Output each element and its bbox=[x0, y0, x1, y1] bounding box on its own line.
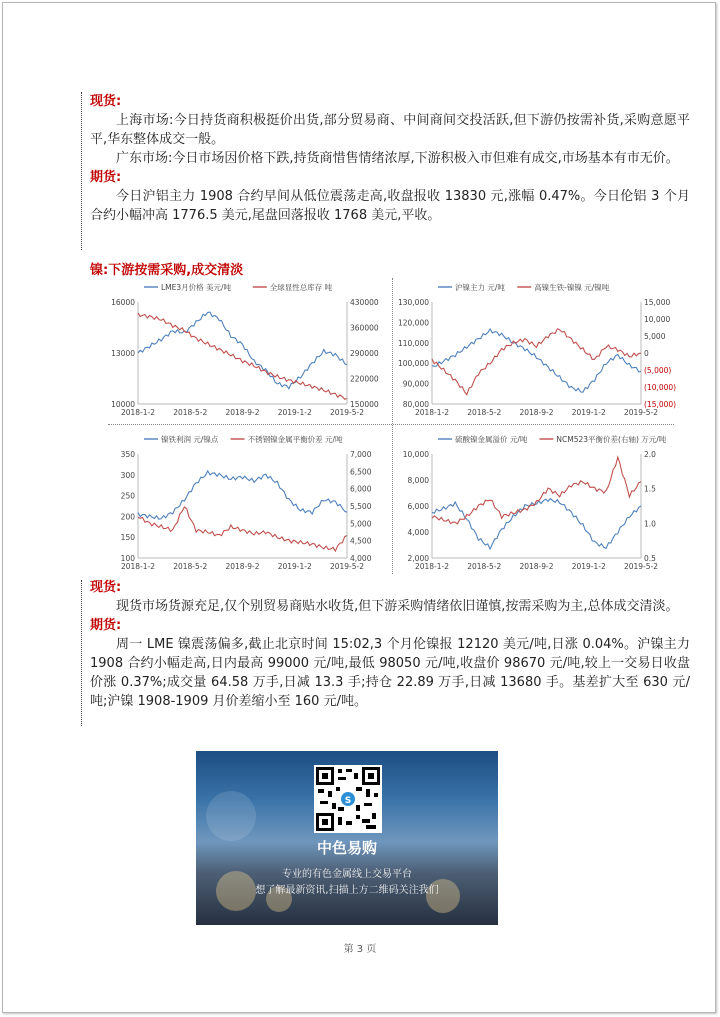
y-tick-label-left: 150 bbox=[120, 533, 135, 543]
chart-divider-horizontal bbox=[108, 424, 674, 425]
legend-label: LME3月价格 美元/吨 bbox=[161, 283, 232, 292]
legend-label: 镍铁利润 元/镍点 bbox=[161, 435, 219, 444]
y-tick-label-left: 80,000 bbox=[402, 400, 429, 409]
y-tick-label-right: 0 bbox=[644, 349, 649, 358]
y-tick-label-left: 4,000 bbox=[407, 528, 429, 537]
x-tick-label: 2019-5-2 bbox=[623, 408, 659, 417]
chart-svg-4 bbox=[394, 430, 679, 574]
y-tick-label-left: 16000 bbox=[111, 298, 135, 307]
y-tick-label-left: 200 bbox=[120, 512, 135, 522]
series-line-1 bbox=[432, 499, 641, 550]
y-tick-label-left: 300 bbox=[120, 470, 135, 480]
y-tick-label-right: 220000 bbox=[350, 374, 379, 384]
x-tick-label: 2018-1-2 bbox=[120, 408, 156, 417]
y-tick-label-right: 5,500 bbox=[350, 502, 372, 511]
x-tick-label: 2018-9-2 bbox=[225, 408, 260, 417]
aluminum-futures-paragraph: 今日沪铝主力 1908 合约早间从低位震荡走高,收盘报收 13830 元,涨幅 0.47%。今日伦铝 3 个月合约小幅冲高 1776.5 美元,尾盘回落报收 1768 美元,平收。 bbox=[90, 189, 690, 223]
series-line-2 bbox=[138, 313, 347, 399]
y-tick-label-left: 10,000 bbox=[402, 450, 429, 459]
legend-label: 高镍生铁-镍镍 元/镍吨 bbox=[534, 283, 610, 292]
x-tick-label: 2019-1-2 bbox=[571, 408, 606, 417]
chart-svg-2 bbox=[394, 278, 679, 420]
x-tick-label: 2018-5-2 bbox=[467, 408, 502, 417]
guangdong-market-paragraph: 广东市场:今日市场因价格下跌,持货商惜售情绪浓厚,下游积极入市但难有成交,市场基本有市无价。 bbox=[116, 151, 679, 166]
legend-label: NCM523平衡价差(右轴) 万元/吨 bbox=[556, 435, 667, 444]
legend-label: 硫酸镍金属溢价 元/吨 bbox=[455, 435, 528, 444]
series-line-1 bbox=[432, 329, 641, 392]
qr-code-icon bbox=[314, 765, 382, 833]
x-tick-label: 2018-1-2 bbox=[120, 562, 156, 571]
y-tick-label-right: 6,000 bbox=[350, 484, 372, 494]
y-tick-label-left: 100 bbox=[120, 554, 135, 563]
nickel-heading: 镍:下游按需采购,成交清淡 bbox=[90, 263, 244, 278]
x-tick-label: 2018-5-2 bbox=[173, 408, 208, 417]
y-tick-label-right: 0.5 bbox=[644, 554, 656, 563]
left-rule-1 bbox=[81, 92, 82, 250]
chart-nickel-sulfate-ncm523 bbox=[394, 430, 679, 574]
nickel-futures-paragraph: 周一 LME 镍震荡偏多,截止北京时间 15:02,3 个月伦镍报 12120 美元/吨,日涨 0.04%。沪镍主力 1908 合约小幅走高,日内最高 99000 元/吨,最低 98050 元/吨,收盘价 98670 元/吨,较上一交易日收盘价涨 0.37%;成交量 64.58 万手,日减 13.3 手;持仓 22.89 万手,日减 13680 手。基差扩大至 630 元/吨;沪镍 1908-1909 月价差缩小至 160 元/吨。 bbox=[90, 637, 690, 709]
nickel-futures-label: 期货: bbox=[90, 618, 122, 633]
y-tick-label-right: 4,000 bbox=[350, 554, 372, 563]
chart-npi-profit-stainless-spread bbox=[100, 430, 385, 574]
nickel-spot-paragraph: 现货市场货源充足,仅个别贸易商贴水收货,但下游采购情绪依旧谨慎,按需采购为主,总体成交清淡。 bbox=[116, 599, 679, 614]
y-tick-label-right: 5,000 bbox=[350, 519, 372, 529]
y-tick-label-left: 120,000 bbox=[397, 318, 429, 328]
banner-line-1: 专业的有色金属线上交易平台 bbox=[282, 869, 412, 880]
left-rule-2 bbox=[81, 580, 82, 726]
y-tick-label-left: 90,000 bbox=[402, 379, 429, 389]
x-tick-label: 2019-5-2 bbox=[623, 562, 659, 571]
svg-text:S: S bbox=[344, 796, 352, 806]
y-tick-label-right: 150000 bbox=[350, 400, 379, 409]
y-tick-label-left: 6,000 bbox=[407, 502, 429, 511]
y-tick-label-right: 360000 bbox=[350, 323, 379, 333]
x-tick-label: 2018-9-2 bbox=[225, 562, 260, 571]
y-tick-label-left: 8,000 bbox=[407, 476, 429, 485]
x-tick-label: 2019-5-2 bbox=[329, 408, 365, 417]
y-tick-label-right: 430000 bbox=[350, 298, 379, 307]
y-tick-label-left: 100,000 bbox=[397, 359, 429, 369]
page-number: 第 3 页 bbox=[343, 944, 377, 955]
y-tick-label-right: 10,000 bbox=[644, 315, 671, 324]
y-tick-label-left: 13000 bbox=[111, 349, 135, 358]
legend-label: 不锈钢镍金属平衡价差 元/吨 bbox=[247, 435, 343, 444]
x-tick-label: 2019-1-2 bbox=[277, 408, 312, 417]
y-tick-label-left: 10000 bbox=[111, 400, 135, 409]
bokeh-light bbox=[206, 791, 256, 841]
chart-shfe-nickel-npi-spread bbox=[394, 278, 679, 420]
x-tick-label: 2018-1-2 bbox=[414, 562, 450, 571]
x-tick-label: 2019-1-2 bbox=[277, 562, 312, 571]
x-tick-label: 2018-5-2 bbox=[173, 562, 208, 571]
y-tick-label-right: 6,500 bbox=[350, 467, 372, 477]
aluminum-section bbox=[90, 92, 690, 225]
y-tick-label-right: 4,500 bbox=[350, 536, 372, 546]
y-tick-label-right: 5,000 bbox=[644, 332, 666, 341]
banner-title: 中色易购 bbox=[316, 839, 377, 857]
y-tick-label-right: 1.0 bbox=[644, 519, 656, 529]
chart-svg-1 bbox=[100, 278, 385, 420]
x-tick-label: 2018-1-2 bbox=[414, 408, 450, 417]
y-tick-label-right: (10,000) bbox=[644, 383, 677, 392]
y-tick-label-right: 7,000 bbox=[350, 450, 372, 459]
y-tick-label-right: 2.0 bbox=[644, 450, 656, 459]
x-tick-label: 2018-9-2 bbox=[519, 408, 554, 417]
y-tick-label-left: 2,000 bbox=[407, 554, 429, 563]
y-tick-label-left: 350 bbox=[120, 450, 135, 459]
y-tick-label-right: 290000 bbox=[350, 349, 379, 358]
nickel-section bbox=[90, 578, 690, 711]
chart-lme-price-inventory bbox=[100, 278, 385, 420]
series-line-2 bbox=[432, 329, 641, 395]
y-tick-label-right: 1.5 bbox=[644, 484, 656, 494]
spot-label: 现货: bbox=[90, 94, 122, 109]
promo-banner bbox=[196, 751, 498, 925]
x-tick-label: 2019-1-2 bbox=[571, 562, 606, 571]
shanghai-market-paragraph: 上海市场:今日持货商积极挺价出货,部分贸易商、中间商间交投活跃,但下游仍按需补货,采购意愿平平,华东整体成交一般。 bbox=[90, 113, 690, 147]
chart-divider-vertical bbox=[392, 278, 393, 574]
nickel-spot-label: 现货: bbox=[90, 580, 122, 595]
futures-label: 期货: bbox=[90, 170, 122, 185]
x-tick-label: 2018-9-2 bbox=[519, 562, 554, 571]
legend-label: 沪镍主力 元/吨 bbox=[455, 283, 505, 292]
y-tick-label-right: (5,000) bbox=[644, 366, 672, 375]
banner-line-2: 想了解最新资讯,扫描上方二维码关注我们 bbox=[255, 885, 439, 896]
chart-svg-3 bbox=[100, 430, 385, 574]
x-tick-label: 2019-5-2 bbox=[329, 562, 365, 571]
y-tick-label-left: 250 bbox=[120, 491, 135, 501]
qr-code-graphic bbox=[316, 767, 380, 831]
x-tick-label: 2018-5-2 bbox=[467, 562, 502, 571]
y-tick-label-right: (15,000) bbox=[644, 400, 677, 409]
y-tick-label-left: 110,000 bbox=[397, 338, 429, 348]
y-tick-label-right: 15,000 bbox=[644, 298, 671, 307]
series-line-1 bbox=[138, 471, 347, 519]
y-tick-label-left: 130,000 bbox=[397, 298, 429, 307]
legend-label: 全球显性总库存 吨 bbox=[269, 283, 333, 292]
